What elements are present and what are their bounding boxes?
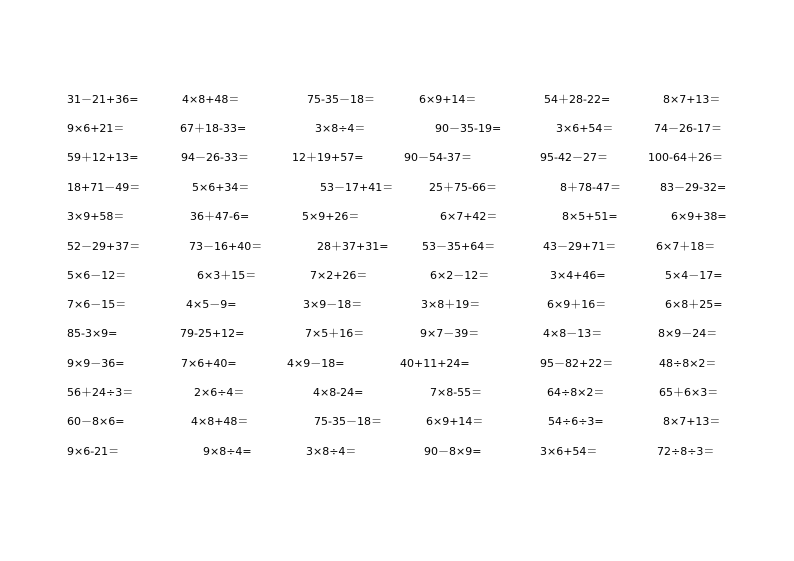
math-problem: 9×8÷4= (203, 445, 252, 458)
math-problem: 60－8×6= (67, 415, 125, 428)
math-problem: 7×2+26＝ (310, 269, 368, 282)
math-problem: 56＋24÷3＝ (67, 386, 134, 399)
math-problem: 4×8-24= (313, 386, 364, 399)
math-problem: 53－17+41＝ (320, 181, 394, 194)
problem-row (0, 121, 794, 137)
math-problem: 7×6－15＝ (67, 298, 127, 311)
math-problem: 79-25+12= (180, 327, 245, 340)
math-problem: 59＋12+13= (67, 151, 139, 164)
math-problem: 6×2－12＝ (430, 269, 490, 282)
math-problem: 6×7+42＝ (440, 210, 498, 223)
math-problem: 3×4+46= (550, 269, 606, 282)
math-problem: 28＋37+31= (317, 240, 389, 253)
math-problem: 5×6－12＝ (67, 269, 127, 282)
problem-row (0, 92, 794, 108)
math-problem: 6×7＋18＝ (656, 240, 716, 253)
problem-row (0, 385, 794, 401)
math-problem: 4×8－13＝ (543, 327, 603, 340)
math-problem: 6×8＋25= (665, 298, 723, 311)
math-problem: 8×5+51= (562, 210, 618, 223)
math-problem: 54÷6÷3= (548, 415, 604, 428)
math-problem: 5×6+34＝ (192, 181, 250, 194)
math-problem: 43－29+71＝ (543, 240, 617, 253)
math-problem: 94－26-33＝ (181, 151, 249, 164)
math-problem: 48÷8×2＝ (659, 357, 717, 370)
math-problem: 65＋6×3＝ (659, 386, 719, 399)
problem-row (0, 444, 794, 460)
problem-row (0, 326, 794, 342)
math-problem: 90－35-19= (435, 122, 502, 135)
math-problem: 90－54-37＝ (404, 151, 472, 164)
math-problem: 7×8-55＝ (430, 386, 483, 399)
problem-row (0, 356, 794, 372)
math-problem: 6×9+14＝ (426, 415, 484, 428)
math-problem: 8×7+13＝ (663, 93, 721, 106)
math-problem: 40+11+24= (400, 357, 470, 370)
math-problem: 53－35+64＝ (422, 240, 496, 253)
math-problem: 25＋75-66＝ (429, 181, 497, 194)
math-problem: 3×9－18＝ (303, 298, 363, 311)
math-problem: 36＋47-6= (190, 210, 250, 223)
math-problem: 5×9+26＝ (302, 210, 360, 223)
problem-row (0, 268, 794, 284)
math-problem: 3×8÷4＝ (315, 122, 366, 135)
math-problem: 3×9+58＝ (67, 210, 125, 223)
math-problem: 100-64＋26＝ (648, 151, 723, 164)
problem-row (0, 180, 794, 196)
math-problem: 90－8×9= (424, 445, 482, 458)
math-problem: 4×5－9= (186, 298, 237, 311)
math-problem: 4×8+48＝ (191, 415, 249, 428)
problem-row (0, 239, 794, 255)
math-problem: 3×6+54＝ (540, 445, 598, 458)
math-problem: 83－29-32= (660, 181, 727, 194)
math-problem: 6×3＋15＝ (197, 269, 257, 282)
math-problem: 5×4－17= (665, 269, 723, 282)
math-problem: 9×7－39＝ (420, 327, 480, 340)
math-problem: 9×9－36= (67, 357, 125, 370)
math-problem: 7×5＋16＝ (305, 327, 365, 340)
math-problem: 3×8＋19＝ (421, 298, 481, 311)
math-problem: 73－16+40＝ (189, 240, 263, 253)
problem-row (0, 297, 794, 313)
math-problem: 52－29+37＝ (67, 240, 141, 253)
math-problem: 9×6-21＝ (67, 445, 120, 458)
math-problem: 85-3×9= (67, 327, 118, 340)
math-problem: 75-35－18＝ (307, 93, 375, 106)
math-problem: 18+71－49＝ (67, 181, 141, 194)
math-problem: 3×8÷4＝ (306, 445, 357, 458)
math-problem: 67＋18-33= (180, 122, 247, 135)
math-problem: 2×6÷4＝ (194, 386, 245, 399)
math-problem: 64÷8×2＝ (547, 386, 605, 399)
math-problem: 12＋19+57= (292, 151, 364, 164)
math-problem: 7×6+40= (181, 357, 237, 370)
math-problem: 95-42－27＝ (540, 151, 608, 164)
math-problem: 3×6+54＝ (556, 122, 614, 135)
math-problem: 9×6+21＝ (67, 122, 125, 135)
math-problem: 31－21+36= (67, 93, 139, 106)
math-problem: 8×7+13＝ (663, 415, 721, 428)
math-problem: 8＋78-47＝ (560, 181, 621, 194)
problem-row (0, 150, 794, 166)
math-problem: 95－82+22＝ (540, 357, 614, 370)
problem-row (0, 209, 794, 225)
math-problem: 4×9－18= (287, 357, 345, 370)
math-problem: 8×9－24＝ (658, 327, 718, 340)
math-problem: 75-35－18＝ (314, 415, 382, 428)
math-problem: 4×8+48＝ (182, 93, 240, 106)
math-problem: 6×9＋16＝ (547, 298, 607, 311)
math-problem: 74－26-17＝ (654, 122, 722, 135)
math-problem: 6×9+14＝ (419, 93, 477, 106)
problem-row (0, 414, 794, 430)
math-problem: 6×9+38= (671, 210, 727, 223)
math-problem: 72÷8÷3＝ (657, 445, 715, 458)
math-problem: 54＋28-22= (544, 93, 611, 106)
